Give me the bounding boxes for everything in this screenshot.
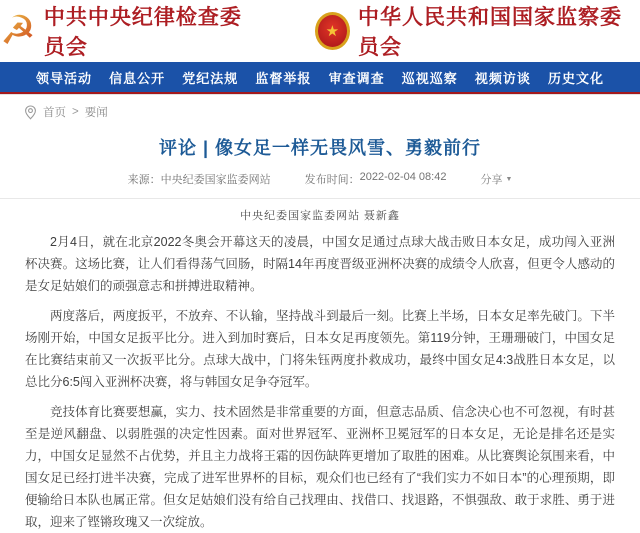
share-label: 分享 — [480, 174, 503, 186]
nav-item-leadership[interactable]: 领导活动 — [36, 70, 93, 86]
nav-item-regulations[interactable]: 党纪法规 — [182, 70, 239, 86]
site-header — [0, 0, 640, 62]
main-nav — [0, 62, 640, 92]
national-emblem-icon: ★ — [315, 12, 350, 50]
source-value: 中央纪委国家监委网站 — [160, 174, 271, 186]
article-paragraph: 2月4日，就在北京2022冬奥会开幕这天的凌晨，中国女足通过点球大战击败日本女足，成功闯入亚洲杯决赛。这场比赛，让人们看得荡气回肠，时隔14年再度晋级亚洲杯决赛的成绩令人欣喜，但更令人感动的是女足姑娘们的顽强意志和拼搏进取精神。 — [25, 235, 615, 293]
brand-ccdi[interactable] — [0, 1, 263, 61]
location-pin-icon — [24, 105, 37, 120]
nav-item-video[interactable]: 视频访谈 — [474, 70, 531, 86]
publish-time-value: 2022-02-04 08:42 — [359, 171, 447, 183]
article-header — [0, 128, 640, 199]
article-meta — [0, 171, 640, 199]
brand-nsc[interactable] — [315, 1, 640, 61]
breadcrumb-current[interactable]: 要闻 — [84, 107, 108, 119]
breadcrumb — [0, 95, 640, 128]
share-button[interactable] — [480, 171, 512, 187]
nav-item-inspection[interactable]: 巡视巡察 — [401, 70, 458, 86]
chevron-down-icon: ▼ — [505, 175, 513, 183]
breadcrumb-separator: > — [72, 106, 79, 118]
source-label: 来源： — [127, 174, 161, 186]
article-body — [25, 231, 615, 533]
party-emblem-icon: ☭ — [0, 9, 36, 53]
article-byline: 中央纪委国家监委网站 聂新鑫 — [240, 210, 400, 222]
nav-item-information[interactable]: 信息公开 — [109, 70, 166, 86]
org-name-ccdi: 中共中央纪律检查委员会 — [43, 5, 242, 59]
nav-item-history[interactable]: 历史文化 — [547, 70, 604, 86]
publish-time-field — [305, 171, 447, 187]
article-paragraph: 竞技体育比赛要想赢，实力、技术固然是非常重要的方面，但意志品质、信念决心也不可忽视，有时甚至是逆风翻盘、以弱胜强的决定性因素。面对世界冠军、亚洲杯卫冕冠军的日本女足，无论是排名还是实力，中国女足显然不占优势，并且主力战将王霜的因伤缺阵更增加了取胜的困难。从比赛舆论氛围来看，中国女足已经打进半决赛，完成了进军世界杯的目标，观众们也已经有了“我们实力不如日本”的心理预期，即便输给日本队也属正常。但女足姑娘们没有给自己找理由、找借口、找退路，不惧强敌、敢于求胜、勇于进取，迎来了铿锵玫瑰又一次绽放。 — [25, 405, 615, 529]
nav-item-report[interactable]: 监督举报 — [255, 70, 312, 86]
breadcrumb-home[interactable]: 首页 — [43, 107, 66, 119]
publish-time-label: 发布时间： — [304, 174, 360, 186]
nav-item-investigation[interactable]: 审查调查 — [328, 70, 385, 86]
page-title: 评论 | 像女足一样无畏风雪、勇毅前行 — [158, 138, 482, 158]
source-field — [128, 171, 271, 187]
article-paragraph: 两度落后，两度扳平，不放弃、不认输，坚持战斗到最后一刻。比赛上半场，日本女足率先破门。下半场刚开始，中国女足扳平比分。进入到加时赛后，日本女足再度领先。第119分钟，王珊珊破门，中国女足在比赛结束前又一次扳平比分。点球大战中，门将朱钰两度扑救成功，最终中国女足4:3战胜日本女足，以总比分6:5闯入亚洲杯决赛，将与韩国女足争夺冠军。 — [25, 309, 615, 389]
org-name-nsc: 中华人民共和国国家监察委员会 — [357, 5, 622, 59]
